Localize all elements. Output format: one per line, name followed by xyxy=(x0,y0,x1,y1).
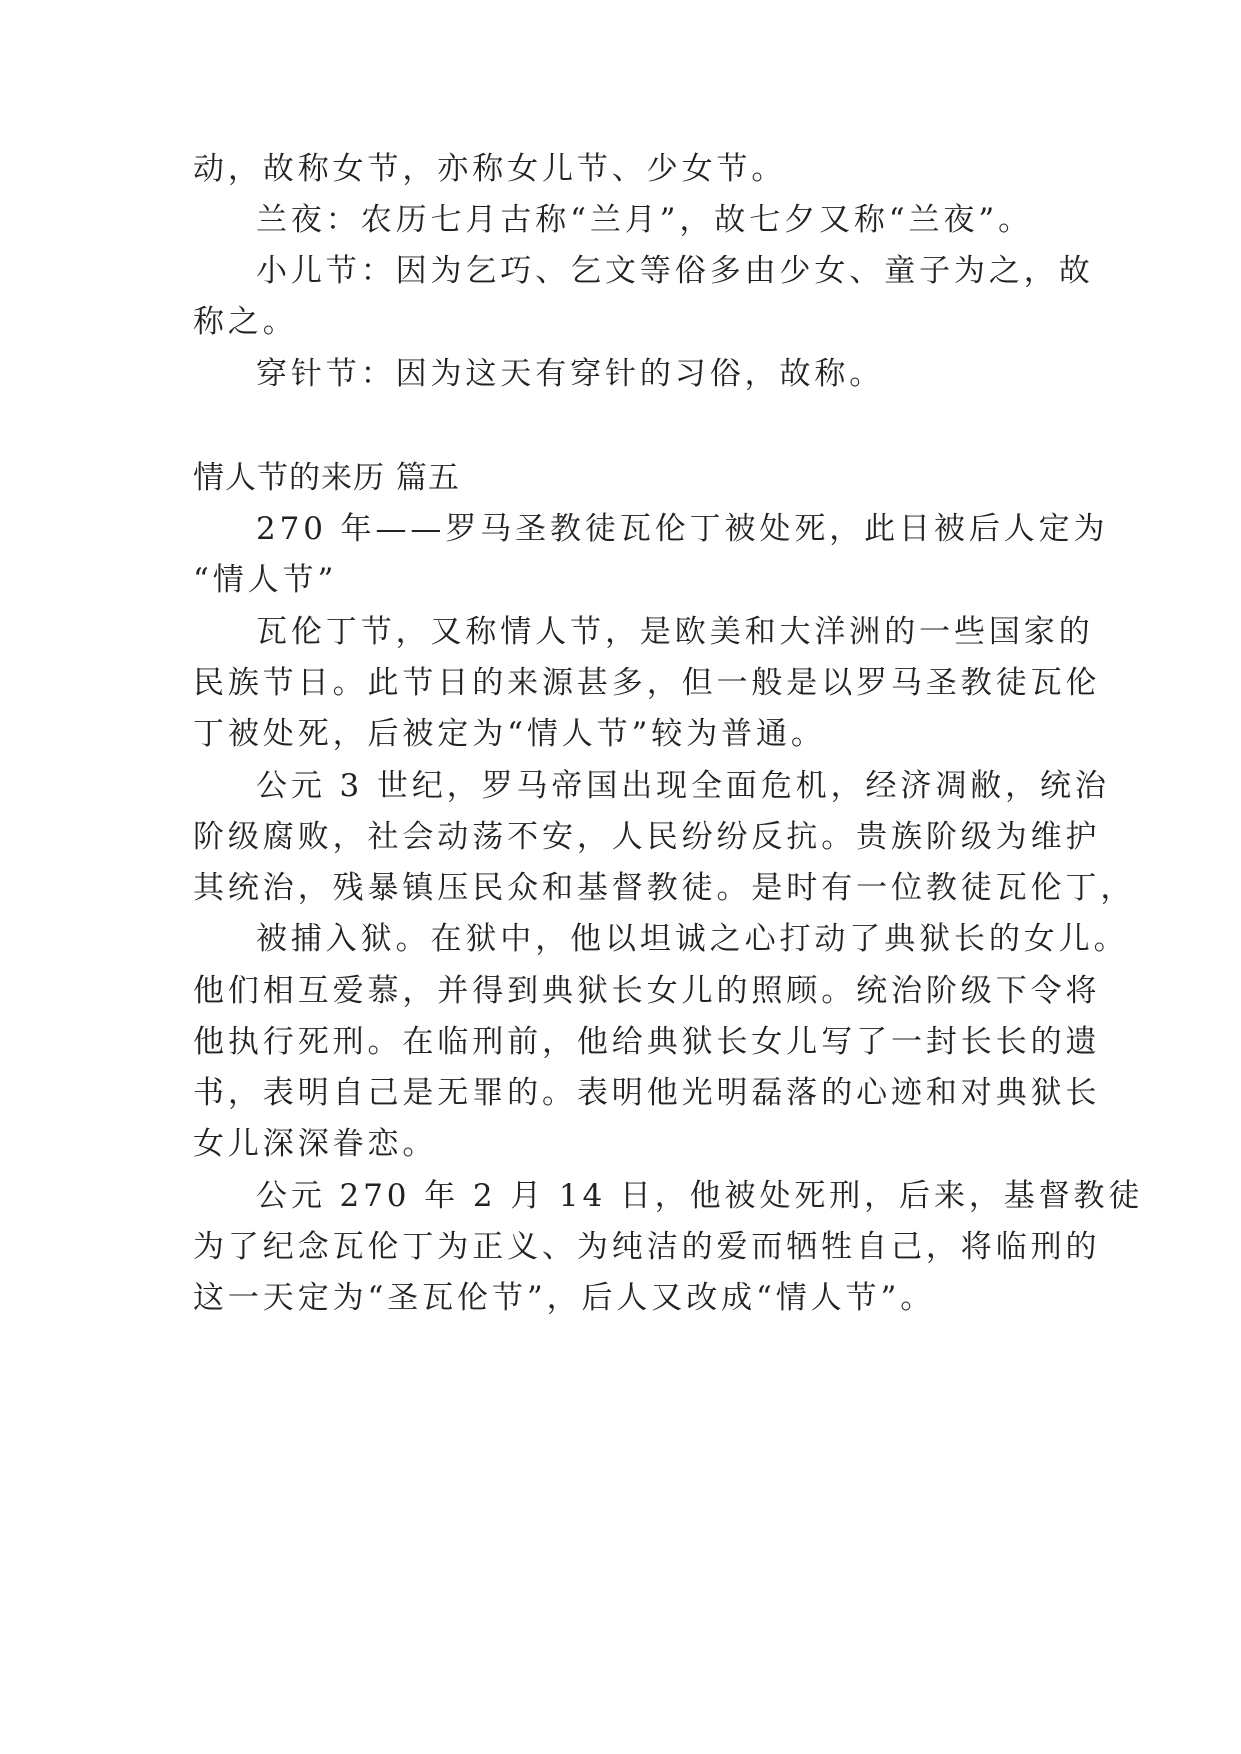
paragraph-line: 他们相互爱慕，并得到典狱长女儿的照顾。统治阶级下令将 xyxy=(193,973,1101,1009)
paragraph-line: 兰夜：农历七月古称“兰月”，故七夕又称“兰夜”。 xyxy=(256,202,1033,238)
paragraph-line: 这一天定为“圣瓦伦节”，后人又改成“情人节”。 xyxy=(193,1280,936,1316)
paragraph-line: 其统治，残暴镇压民众和基督教徒。是时有一位教徒瓦伦丁， xyxy=(193,870,1136,906)
paragraph-line: 称之。 xyxy=(193,304,298,340)
paragraph-line: 小儿节：因为乞巧、乞文等俗多由少女、童子为之，故 xyxy=(256,253,1094,289)
paragraph-line: 民族节日。此节日的来源甚多，但一般是以罗马圣教徒瓦伦 xyxy=(193,665,1101,701)
paragraph-line: 被捕入狱。在狱中，他以坦诚之心打动了典狱长的女儿。 xyxy=(256,921,1129,957)
paragraph-line: 书，表明自己是无罪的。表明他光明磊落的心迹和对典狱长 xyxy=(193,1075,1101,1111)
paragraph-line: 丁被处死，后被定为“情人节”较为普通。 xyxy=(193,716,826,752)
paragraph-line: 动，故称女节，亦称女儿节、少女节。 xyxy=(193,151,787,187)
paragraph-line: 270 年——罗马圣教徒瓦伦丁被处死，此日被后人定为 xyxy=(256,511,1109,547)
paragraph-line: 他执行死刑。在临刑前，他给典狱长女儿写了一封长长的遗 xyxy=(193,1024,1101,1060)
paragraph-line: 穿针节：因为这天有穿针的习俗，故称。 xyxy=(256,356,885,392)
paragraph-line: 瓦伦丁节，又称情人节，是欧美和大洋洲的一些国家的 xyxy=(256,614,1094,650)
section-heading: 情人节的来历 篇五 xyxy=(193,460,460,496)
paragraph-line: 女儿深深眷恋。 xyxy=(193,1126,438,1162)
paragraph-line: “情人节” xyxy=(193,562,338,598)
paragraph-line: 公元 270 年 2 月 14 日，他被处死刑，后来，基督教徒 xyxy=(256,1178,1144,1214)
paragraph-line: 为了纪念瓦伦丁为正义、为纯洁的爱而牺牲自己，将临刑的 xyxy=(193,1229,1101,1265)
paragraph-line: 公元 3 世纪，罗马帝国出现全面危机，经济凋敝，统治 xyxy=(256,768,1110,804)
paragraph-line: 阶级腐败，社会动荡不安，人民纷纷反抗。贵族阶级为维护 xyxy=(193,819,1101,855)
